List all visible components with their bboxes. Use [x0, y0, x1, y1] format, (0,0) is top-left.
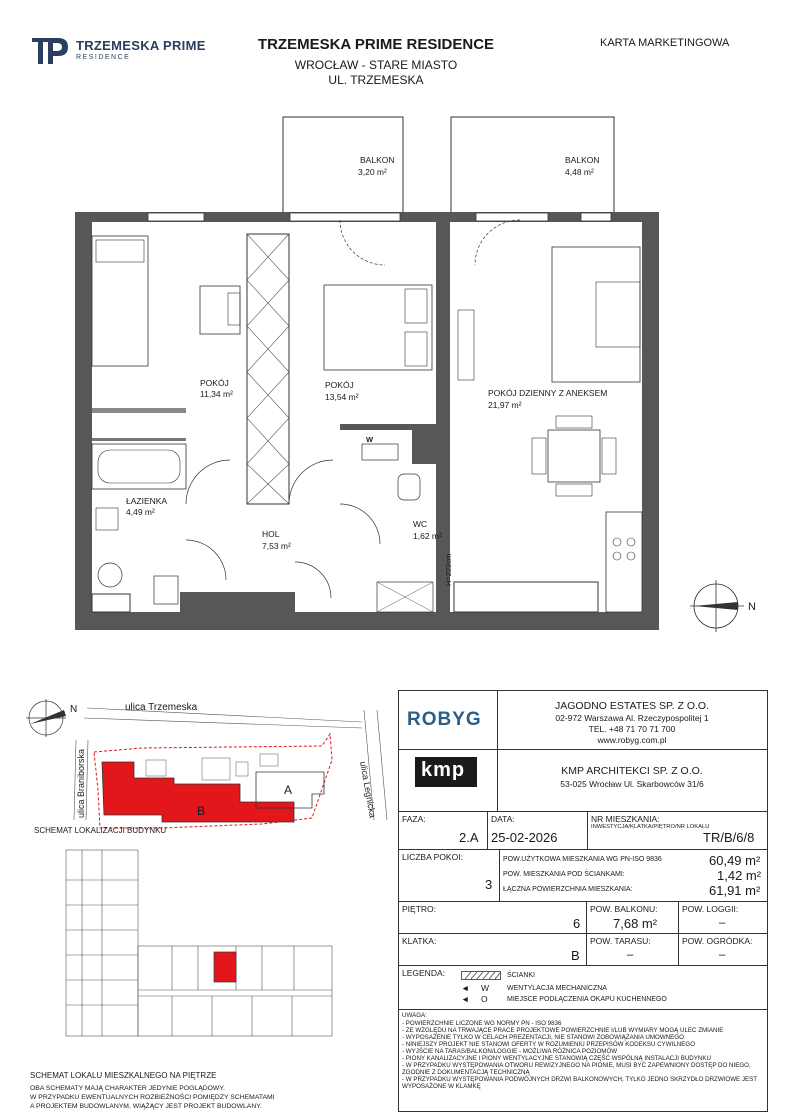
staircase-value: B: [571, 948, 580, 963]
living-room-label: POKÓJ DZIENNY Z ANEKSEM: [488, 388, 608, 398]
balcony-area-label: POW. BALKONU:: [590, 904, 658, 914]
developer-logo-icon: [30, 34, 70, 68]
note-line: - ZE WZGLĘDU NA TRWAJĄCE PRACE PROJEKTOWE POWIERZCHNIE I/LUB WYMIARY MOGĄ ULEC ZMIANIE: [402, 1027, 724, 1034]
street-left-label: ulica Braniborska: [76, 748, 86, 818]
highlighted-apartment: [214, 952, 236, 982]
ventilation-mark: W: [366, 435, 374, 444]
site-compass-n: N: [70, 704, 78, 715]
room-1-label: POKÓJ: [200, 378, 229, 388]
bed-middle: [324, 285, 432, 370]
loggia-area-value: –: [719, 917, 726, 929]
caption-floor: SCHEMAT LOKALU MIESZKALNEGO NA PIĘTRZE: [30, 1071, 217, 1080]
note-line: - POWIERZCHNIE LICZONE WG NORMY PN - ISO 9836: [402, 1020, 562, 1027]
legend-o-mark: O: [481, 994, 488, 1004]
legend-label: LEGENDA:: [402, 968, 445, 978]
walls: [75, 212, 659, 630]
legend-w-mark: W: [481, 983, 490, 993]
date-label: DATA:: [491, 814, 515, 824]
terrace-area-value: –: [627, 949, 634, 961]
floor-plan: [0, 100, 792, 660]
street-top-label: ulica Trzemeska: [125, 702, 198, 713]
architect-logo-icon: kmp: [415, 757, 477, 787]
note-line: - WYJŚCIE NA TARAS/BALKON/LOGGIE - MOŻLIWA RÓŻNICA POZIOMÓW: [402, 1048, 618, 1055]
usable-area-label: POW.UŻYTKOWA MIESZKANIA WG PN-ISO 9836: [503, 856, 662, 863]
compass-icon: [690, 580, 744, 632]
street-name: UL. TRZEMESKA: [328, 73, 424, 87]
apartment-number-sub: INWESTYCJA/KLATKA/PIĘTRO/NR LOKALU: [591, 824, 710, 830]
hall-label: HOL: [262, 529, 280, 539]
balcony-right-label: BALKON: [565, 155, 600, 165]
note-line: - W PRZYPADKU WYSTĘPOWANIA PODWÓJNYCH DRZWI BALKONOWYCH, TYLKO JEDNO SKRZYDŁO DRZWIOWE JEST: [402, 1076, 758, 1083]
ceiling-height-note: H=222cm: [444, 553, 453, 586]
balcony-left-label: BALKON: [360, 155, 395, 165]
note-line: - WYPOSAŻENIE TYLKO W CELACH PREZENTACJI, NIE STANOWI ZOBOWIĄZANIA UMOWNEGO: [402, 1034, 684, 1041]
total-area-label: ŁĄCZNA POWIERZCHNIA MIESZKANIA:: [503, 886, 633, 893]
card-type: KARTA MARKETINGOWA: [600, 37, 730, 49]
wc-label: WC: [413, 519, 428, 529]
site-plan: [22, 690, 398, 1110]
bathroom-label: ŁAZIENKA: [126, 496, 168, 506]
terrace-area-label: POW. TARASU:: [590, 936, 651, 946]
note-line: - NINIEJSZY PROJEKT NIE STANOWI OFERTY W ROZUMIENIU PRZEPISÓW KODEKSU CYWILNEGO: [402, 1041, 696, 1048]
balcony-area-value: 7,68 m²: [613, 916, 658, 931]
wc-area: 1,62 m²: [413, 531, 442, 541]
usable-area-value: 60,49 m²: [709, 853, 761, 868]
legend-ventilation: WENTYLACJA MECHANICZNA: [507, 985, 607, 992]
hall-area: 7,53 m²: [262, 541, 291, 551]
building-b-label: B: [197, 804, 206, 818]
developer-phone: TEL. +48 71 70 71 700: [588, 724, 676, 734]
rooms-count-value: 3: [485, 877, 493, 892]
note-line: - W PRZYPADKU WYSTĘPOWANIA OTWORU REWIZYJNEGO NA PIONIE, MUSI BYĆ ZAPEWNIONY DOSTĘP DO NIEGO,: [402, 1062, 751, 1069]
loggia-area-label: POW. LOGGII:: [682, 904, 739, 914]
floor-scheme: [66, 850, 332, 1036]
floor-label: PIĘTRO:: [402, 904, 437, 914]
developer-name: JAGODNO ESTATES SP. Z O.O.: [554, 700, 710, 712]
page-title: TRZEMESKA PRIME RESIDENCE: [257, 36, 495, 53]
bathroom-area: 4,49 m²: [126, 507, 155, 517]
building-a-label: A: [284, 783, 293, 797]
apartment-number-label: NR MIESZKANIA:: [591, 814, 660, 824]
developer-address: 02-972 Warszawa Al. Rzeczypospolitej 1: [555, 713, 709, 723]
note-line: - PIONY KANALIZACYJNE I PIONY WENTYLACYJNE STANOWIĄ CZĘŚĆ WSPÓLNĄ INSTALACJI BUDYNKU: [402, 1055, 711, 1062]
disclaimer-line-3: A PROJEKTEM BUDOWLANYM, WIĄŻĄCY JEST PROJEKT BUDOWLANY.: [30, 1103, 262, 1110]
architect-name: KMP ARCHITEKCI SP. Z O.O.: [561, 765, 703, 777]
garden-area-label: POW. OGRÓDKA:: [682, 936, 753, 946]
rooms-count-label: LICZBA POKOI:: [402, 852, 463, 862]
legend-o-mark-icon: ◄: [461, 994, 470, 1004]
room-1-area: 11,34 m²: [200, 389, 233, 399]
floor-value: 6: [573, 916, 581, 931]
street-right-label: ulica Legnicka: [358, 760, 378, 819]
garden-area-value: –: [719, 949, 726, 961]
notes-title: UWAGA:: [402, 1012, 427, 1019]
date-value: 25-02-2026: [491, 830, 558, 845]
logo-name: TRZEMESKA PRIME: [76, 38, 206, 53]
developer-logo: ROBYG: [407, 709, 482, 730]
under-walls-area-value: 1,42 m²: [717, 868, 762, 883]
kitchen: [606, 512, 642, 612]
compass-n-label: N: [748, 601, 756, 613]
bed-left: [92, 236, 148, 366]
living-room-area: 21,97 m²: [488, 400, 522, 410]
legend-hood: MIEJSCE PODŁĄCZENIA OKAPU KUCHENNEGO: [507, 996, 667, 1003]
legend-w-mark-icon: ◄: [461, 983, 470, 993]
doors: [186, 220, 520, 598]
wardrobe: [247, 234, 289, 504]
disclaimer-line-1: OBA SCHEMATY MAJĄ CHARAKTER JEDYNIE POGLĄDOWY.: [30, 1085, 225, 1092]
caption-location: SCHEMAT LOKALIZACJI BUDYNKU: [34, 826, 167, 835]
room-2-label: POKÓJ: [325, 380, 354, 390]
phase-label: FAZA:: [402, 814, 426, 824]
legend-walls: ŚCIANKI: [507, 972, 536, 979]
balcony-left-area: 3,20 m²: [358, 167, 387, 177]
apartment-number-value: TR/B/6/8: [703, 830, 755, 845]
staircase-label: KLATKA:: [402, 936, 437, 946]
logo-subtitle: RESIDENCE: [76, 54, 131, 61]
dining-table: [548, 430, 600, 482]
note-line: ZGODNIE Z DOKUMENTACJĄ TECHNICZNĄ: [402, 1069, 530, 1076]
note-line: WYPOSAŻONE W KLAMKĘ: [402, 1083, 481, 1090]
disclaimer-line-2: W PRZYPADKU EWENTUALNYCH ROZBIEŻNOŚCI POMIĘDZY SCHEMATAMI: [30, 1094, 275, 1101]
room-2-area: 13,54 m²: [325, 392, 359, 402]
developer-web: www.robyg.com.pl: [597, 735, 667, 745]
balcony-right-area: 4,48 m²: [565, 167, 594, 177]
architect-address: 53-025 Wrocław Ul. Skarbowców 31/6: [560, 779, 704, 789]
under-walls-area-label: POW. MIESZKANIA POD ŚCIANKAMI:: [503, 871, 625, 878]
total-area-value: 61,91 m²: [709, 883, 761, 898]
city-district: WROCŁAW - STARE MIASTO: [294, 58, 458, 72]
info-panel: [398, 690, 768, 1112]
site-compass-icon: [26, 699, 66, 737]
wall-hatch-icon: [461, 971, 501, 980]
phase-value: 2.A: [459, 830, 479, 845]
